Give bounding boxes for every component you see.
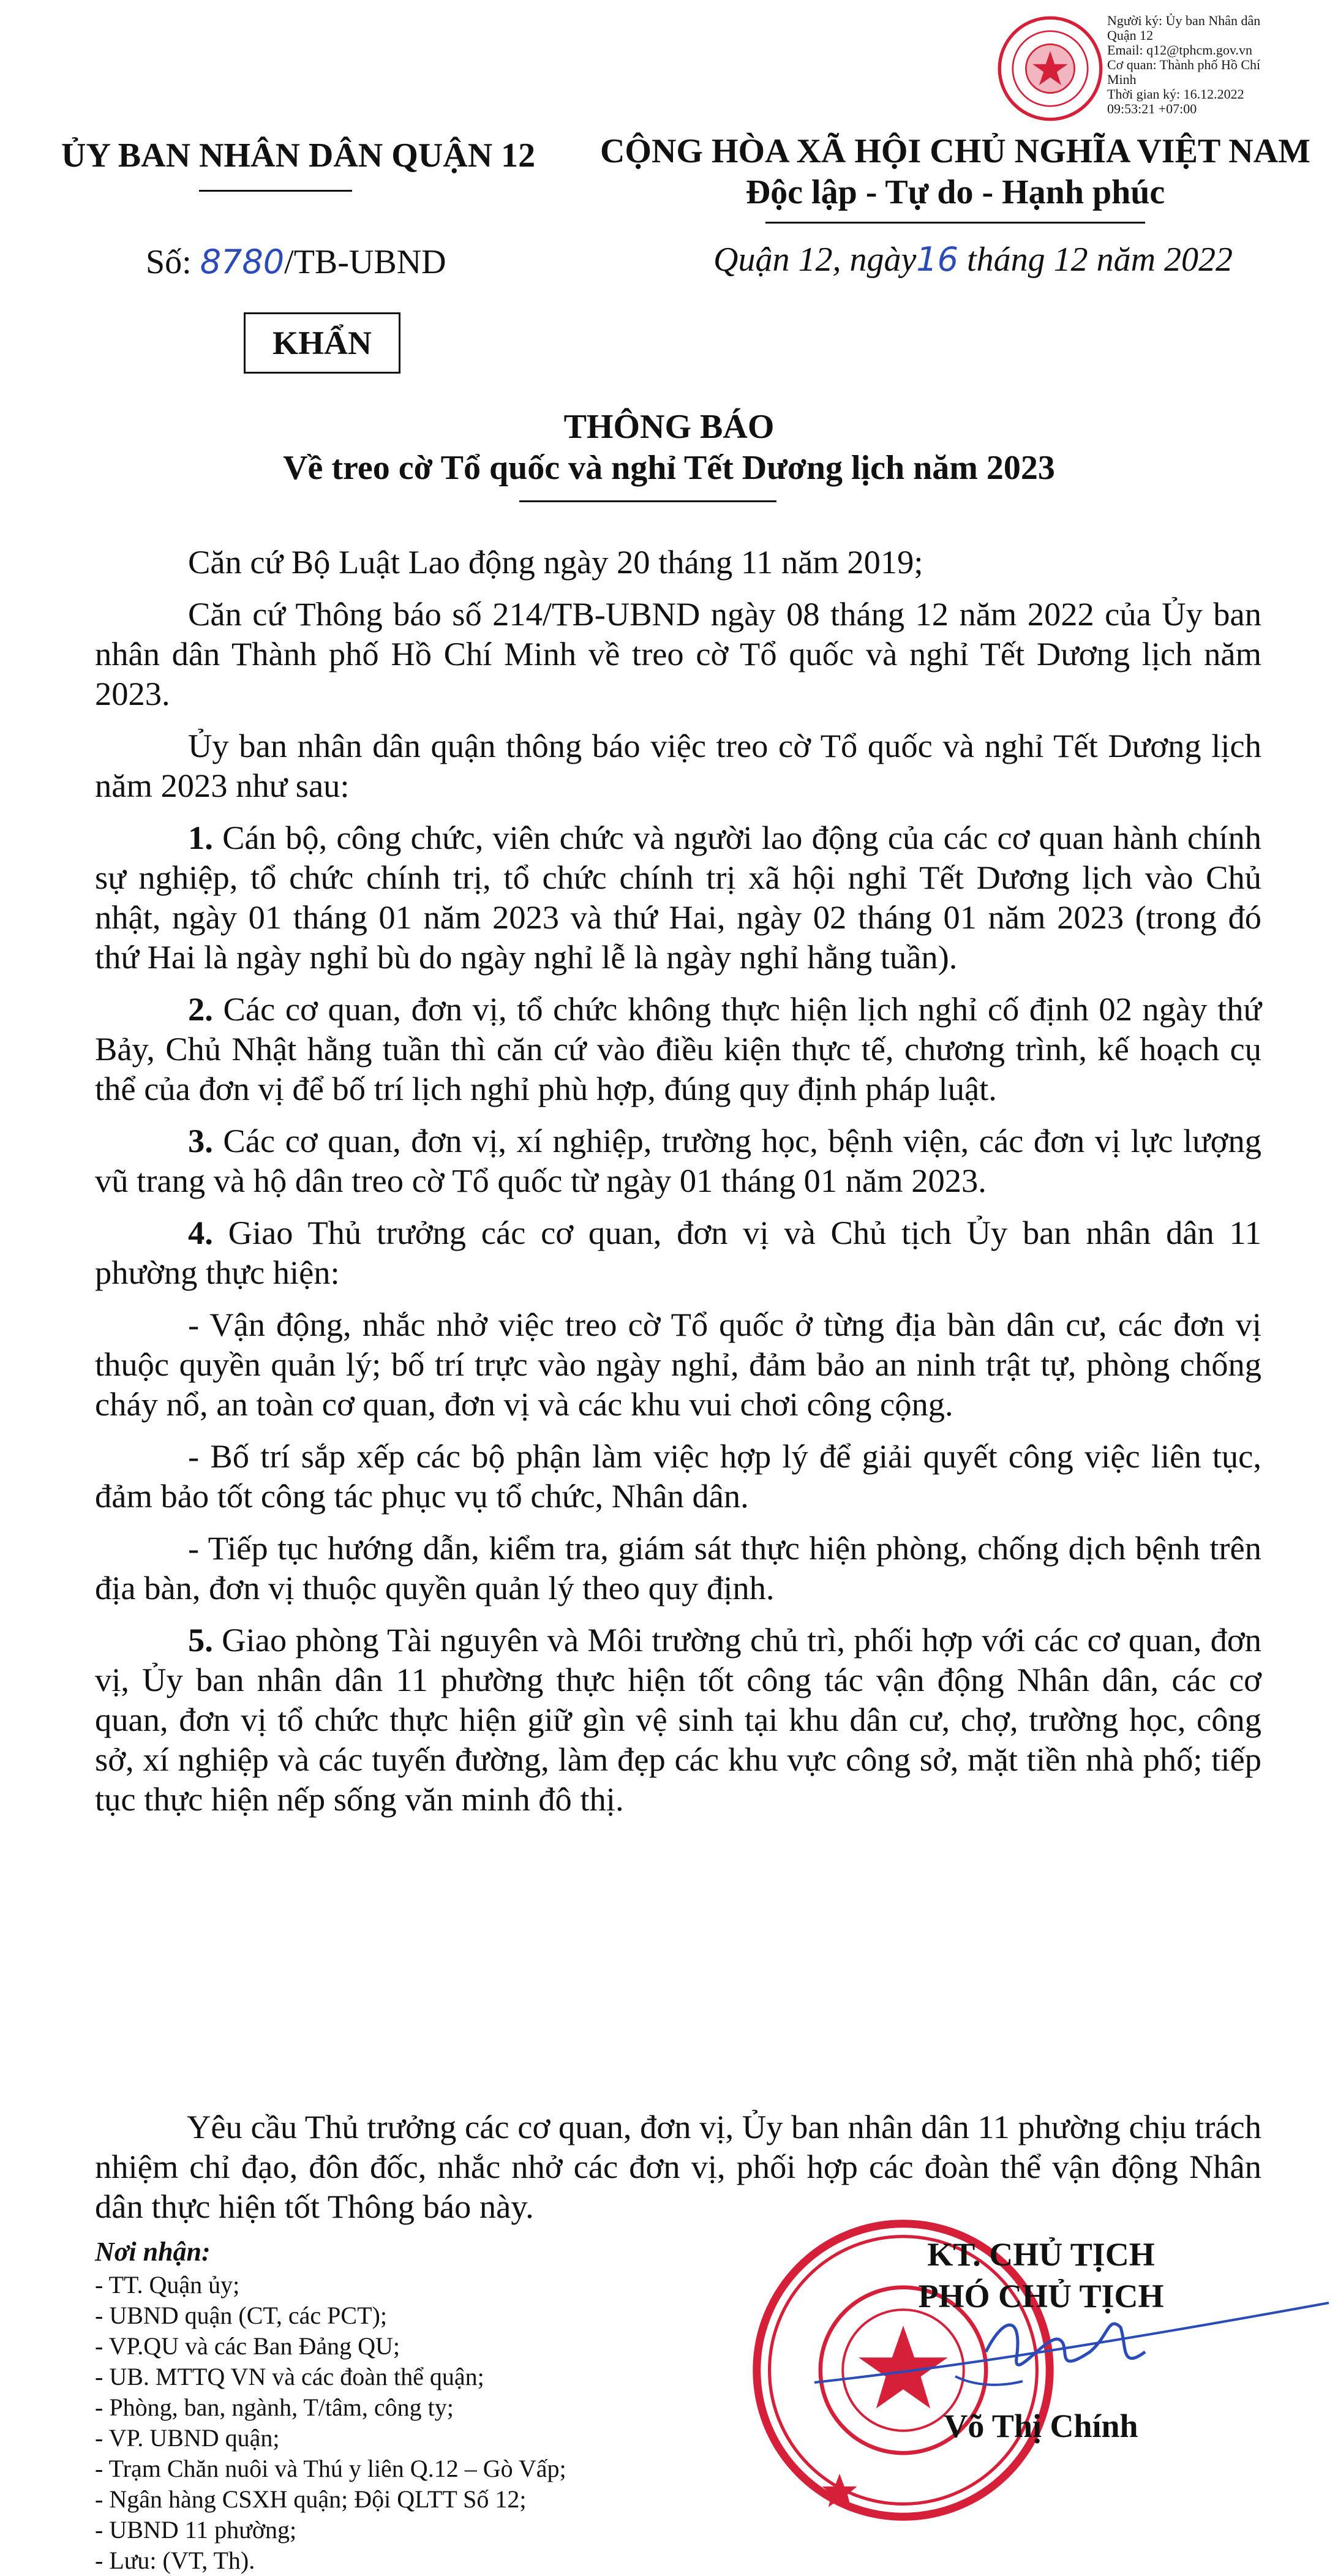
recipient-item: - Trạm Chăn nuôi và Thú y liên Q.12 – Gò Vấp; [95,2455,566,2482]
list-item-1-text: Cán bộ, công chức, viên chức và người lao động của các cơ quan hành chính sự nghiệp, tổ chức chính trị, tổ chức chính trị xã hội nghỉ Tết Dương lịch vào Chủ nhật, ngày 01 tháng 01 năm 2023 và thứ Hai, ngày 02 tháng 01 năm 2023 (trong đó thứ Hai là ngày nghỉ bù do ngày nghỉ lễ là ngày nghỉ hằng tuần). [95,819,1261,976]
sig-email: Email: q12@tphcm.gov.vn [1107,42,1252,58]
date-suffix: tháng 12 năm 2022 [958,241,1233,279]
signer-authority-role: KT. CHỦ TỊCH [927,2236,1155,2273]
org-underline [199,190,352,192]
document-body [95,542,1261,1831]
recipient-item: - VP.QU và các Ban Đảng QU; [95,2332,400,2360]
digital-signature-seal-icon [995,13,1105,124]
digital-signature-info [1107,13,1328,116]
list-item-5 [95,1620,1261,1819]
sub-item-1: - Vận động, nhắc nhở việc treo cờ Tổ quốc ở từng địa bàn dân cư, các đơn vị thuộc quyền quản lý; bố trí trực vào ngày nghỉ, đảm bảo an ninh trật tự, phòng chống cháy nổ, an toàn cơ quan, đơn vị và các khu vui chơi công cộng. [95,1306,1261,1423]
list-item-2-number: 2. [188,990,213,1028]
document-number-suffix: /TB-UBND [284,243,446,281]
list-item-4-text: Giao Thủ trưởng các cơ quan, đơn vị và Chủ tịch Ủy ban nhân dân 11 phường thực hiện: [95,1214,1261,1291]
document-number [146,243,446,282]
paragraph-legal-basis-1: Căn cứ Bộ Luật Lao động ngày 20 tháng 11 năm 2019; [188,543,923,581]
list-item-3-text: Các cơ quan, đơn vị, xí nghiệp, trường học, bệnh viện, các đơn vị lực lượng vũ trang và hộ dân treo cờ Tổ quốc từ ngày 01 tháng 01 năm 2023. [95,1122,1261,1199]
country-name: CỘNG HÒA XÃ HỘI CHỦ NGHĨA VIỆT NAM [599,132,1311,170]
date-day-handwritten: 16 [916,240,959,279]
list-item-2-text: Các cơ quan, đơn vị, tổ chức không thực hiện lịch nghỉ cố định 02 ngày thứ Bảy, Chủ Nhật hằng tuần thì căn cứ vào điều kiện thực tế, chương trình, kế hoạch cụ thể của đơn vị để bố trí lịch nghỉ phù hợp, đúng quy định pháp luật. [95,990,1261,1107]
signer-name: Võ Thị Chính [944,2408,1138,2444]
sig-time-line1: Thời gian ký: 16.12.2022 [1107,86,1244,102]
sig-agency-line1: Cơ quan: Thành phố Hồ Chí [1107,57,1261,72]
paragraph-intro: Ủy ban nhân dân quận thông báo việc treo cờ Tổ quốc và nghỉ Tết Dương lịch năm 2023 như sau: [95,727,1261,804]
recipient-item: - UBND 11 phường; [95,2516,297,2544]
recipient-item: - TT. Quận ủy; [95,2271,240,2299]
recipient-item: - UB. MTTQ VN và các đoàn thể quận; [95,2363,484,2390]
list-item-3-number: 3. [188,1122,213,1159]
list-item-1 [95,818,1261,977]
signer-title: PHÓ CHỦ TỊCH [918,2278,1164,2314]
list-item-3 [95,1121,1261,1200]
list-item-5-number: 5. [188,1621,213,1659]
issuing-organization: ỦY BAN NHÂN DÂN QUẬN 12 [61,137,536,175]
closing-paragraph: Yêu cầu Thủ trưởng các cơ quan, đơn vị, Ủy ban nhân dân 11 phường chịu trách nhiệm chỉ đạo, đôn đốc, nhắc nhở các đơn vị, phối hợp các đoàn thể vận động Nhân dân thực hiện tốt Thông báo này. [95,2108,1261,2225]
national-motto: Độc lập - Tự do - Hạnh phúc [745,173,1165,211]
sig-agency-line2: Minh [1107,72,1137,87]
list-item-1-number: 1. [188,819,213,856]
sub-item-3: - Tiếp tục hướng dẫn, kiểm tra, giám sát thực hiện phòng, chống dịch bệnh trên địa bàn, đơn vị thuộc quyền quản lý theo quy định. [95,1529,1261,1606]
sig-time-line2: 09:53:21 +07:00 [1107,101,1197,116]
recipient-item: - UBND quận (CT, các PCT); [95,2302,387,2329]
document-title: THÔNG BÁO [563,408,775,446]
recipient-item: - Lưu: (VT, Th). [95,2547,255,2574]
date-prefix: Quận 12, ngày [713,241,917,279]
document-subtitle: Về treo cờ Tổ quốc và nghỉ Tết Dương lịch năm 2023 [283,449,1055,487]
document-number-prefix: Số: [146,243,200,281]
recipients-heading: Nơi nhận: [95,2237,211,2267]
document-number-handwritten: 8780 [200,243,285,281]
list-item-4 [95,1213,1261,1292]
sub-item-2: - Bố trí sắp xếp các bộ phận làm việc hợp lý để giải quyết công việc liên tục, đảm bảo tốt công tác phục vụ tổ chức, Nhân dân. [95,1437,1261,1515]
recipient-item: - VP. UBND quận; [95,2424,280,2452]
title-underline [519,500,776,502]
place-and-date [713,240,1233,279]
recipient-item: - Phòng, ban, ngành, T/tâm, công ty; [95,2393,454,2421]
sig-signer-line2: Quận 12 [1107,28,1154,43]
recipients-list [95,2237,769,2576]
list-item-5-text: Giao phòng Tài nguyên và Môi trường chủ trì, phối hợp với các cơ quan, đơn vị, Ủy ban nhân dân 11 phường thực hiện tốt công tác vận động Nhân dân, các cơ quan, đơn vị tổ chức thực hiện giữ gìn vệ sinh tại khu dân cư, chợ, trường học, công sở, xí nghiệp và các tuyến đường, làm đẹp các khu vực công sở, mặt tiền nhà phố; tiếp tục thực hiện nếp sống văn minh đô thị. [95,1621,1261,1818]
paragraph-legal-basis-2: Căn cứ Thông báo số 214/TB-UBND ngày 08 tháng 12 năm 2022 của Ủy ban nhân dân Thành phố Hồ Chí Minh về treo cờ Tổ quốc và nghỉ Tết Dương lịch năm 2023. [95,595,1261,712]
recipient-item: - Ngân hàng CSXH quận; Đội QLTT Số 12; [95,2485,527,2513]
urgent-stamp: KHẨN [244,312,400,374]
motto-underline [765,222,1145,224]
list-item-4-number: 4. [188,1214,213,1251]
sig-signer-line1: Người ký: Ủy ban Nhân dân [1107,13,1261,28]
list-item-2 [95,989,1261,1109]
